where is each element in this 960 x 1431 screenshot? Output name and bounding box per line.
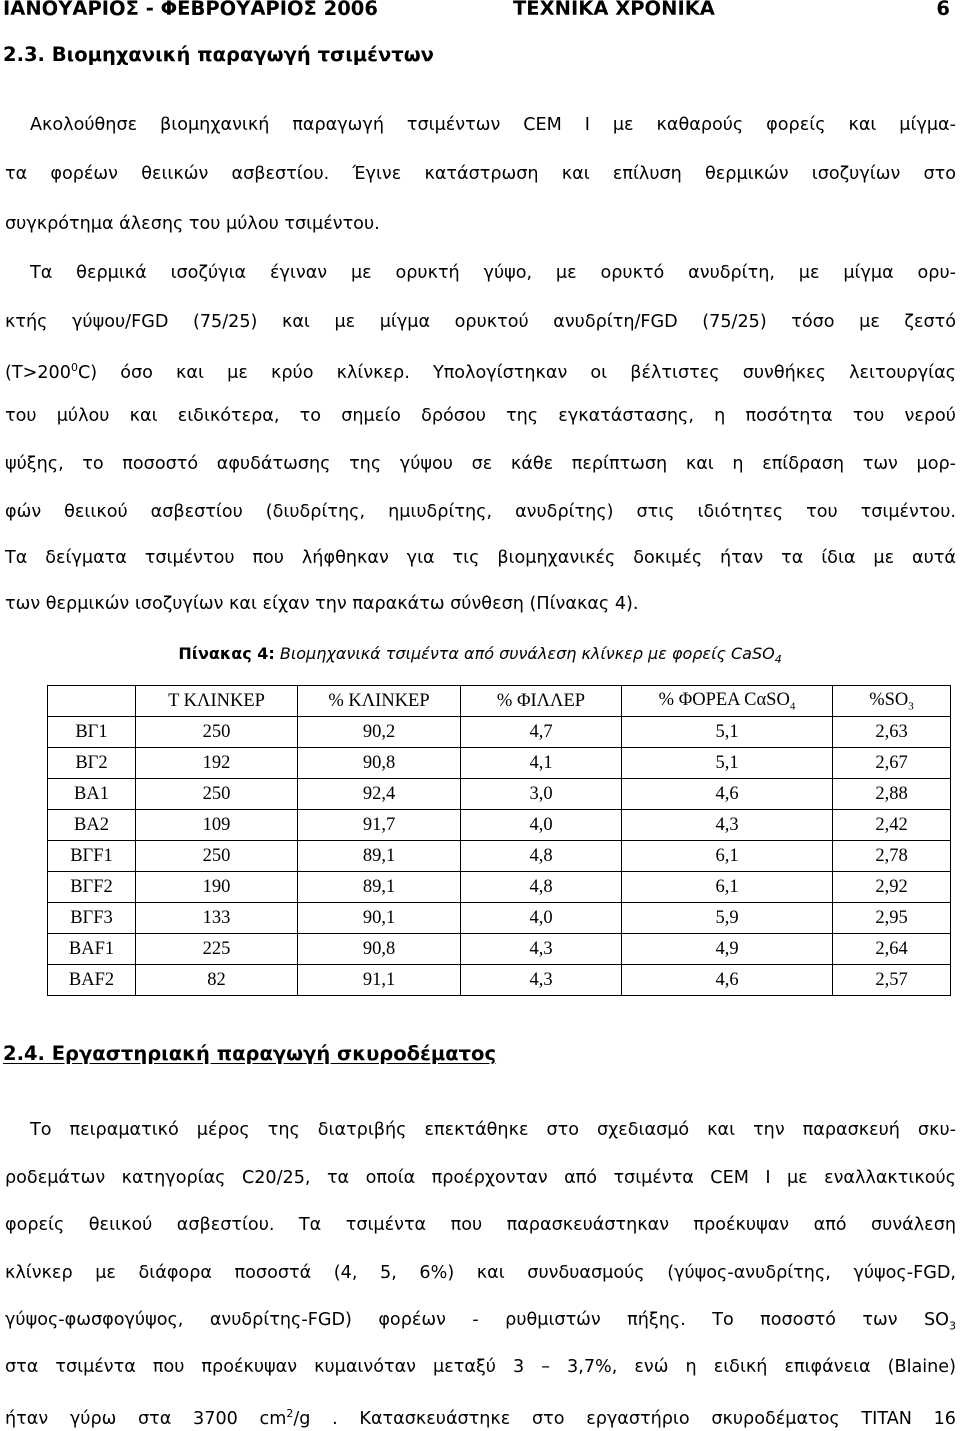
table-cell: 5,1 bbox=[622, 748, 833, 779]
table-cell: 4,8 bbox=[461, 872, 622, 903]
section-2-4-heading: 2.4. Εργαστηριακή παραγωγή σκυροδέματος bbox=[3, 1042, 497, 1065]
text-run: /g . Κατασκευάστηκε στο εργαστήριο σκυροδέματος TITAN 16 bbox=[293, 1408, 956, 1429]
table-cell: 109 bbox=[136, 810, 298, 841]
table-cell: 2,63 bbox=[833, 717, 951, 748]
header-cell: % ΦΙΛΛΕΡ bbox=[461, 686, 622, 717]
superscript: 0 bbox=[70, 361, 78, 374]
header-text: % ΦΟΡΕΑ CαSO bbox=[658, 689, 790, 710]
text-run: γύψος-φωσφογύψος, ανυδρίτης-FGD) φορέων - ρυθμιστών πήξης. Το ποσοστό των SO bbox=[5, 1310, 949, 1330]
table-cell: 2,88 bbox=[833, 779, 951, 810]
caption-label: Πίνακας 4: bbox=[178, 644, 275, 663]
sample-code-cell: ΒΑ2 bbox=[48, 810, 136, 841]
table-cell: 5,9 bbox=[622, 903, 833, 934]
table-cell: 133 bbox=[136, 903, 298, 934]
table-cell: 250 bbox=[136, 717, 298, 748]
paragraph-line: ψύξης, το ποσοστό αφυδάτωσης της γύψου σε κάθε περίπτωση και η επίδραση των μορ- bbox=[5, 454, 956, 474]
table-row bbox=[48, 810, 951, 841]
sample-code-cell: ΒΓF1 bbox=[48, 841, 136, 872]
table-cell: 250 bbox=[136, 779, 298, 810]
table-cell: 4,9 bbox=[622, 934, 833, 965]
paragraph-line: κτής γύψου/FGD (75/25) και με μίγμα ορυκτού ανυδρίτη/FGD (75/25) τόσο με ζεστό bbox=[5, 312, 956, 332]
caption-subscript: 4 bbox=[774, 653, 782, 667]
table-cell: 4,3 bbox=[622, 810, 833, 841]
table-cell: 2,42 bbox=[833, 810, 951, 841]
table-cell: 4,0 bbox=[461, 810, 622, 841]
table-cell: 6,1 bbox=[622, 841, 833, 872]
table-cell: 4,8 bbox=[461, 841, 622, 872]
paragraph-line: φών θειικού ασβεστίου (διυδρίτης, ημιυδρίτης, ανυδρίτης) στις ιδιότητες του τσιμέντου. bbox=[5, 502, 956, 522]
paragraph-line: τα φορέων θειικών ασβεστίου. Έγινε κατάστρωση και επίλυση θερμικών ισοζυγίων στο bbox=[5, 164, 956, 184]
table-cell: 2,95 bbox=[833, 903, 951, 934]
superscript: 2 bbox=[286, 1407, 294, 1420]
paragraph-line: φορείς θειικού ασβεστίου. Τα τσιμέντα που παρασκευάστηκαν προέκυψαν από συνάλεση bbox=[5, 1215, 956, 1235]
table-header-row bbox=[48, 686, 951, 717]
table-cell: 4,1 bbox=[461, 748, 622, 779]
table-row bbox=[48, 841, 951, 872]
caption-text: Βιομηχανικά τσιμέντα από συνάλεση κλίνκερ με φορείς CaSO bbox=[274, 644, 775, 663]
table-cell: 2,92 bbox=[833, 872, 951, 903]
header-subscript: 3 bbox=[908, 700, 914, 713]
header-date: ΙΑΝΟΥΑΡΙΟΣ - ΦΕΒΡΟΥΑΡΙΟΣ 2006 bbox=[3, 0, 378, 20]
table-row bbox=[48, 748, 951, 779]
table-cell: 91,7 bbox=[298, 810, 461, 841]
paragraph-line: Τα δείγματα τσιμέντου που λήφθηκαν για τις βιομηχανικές δοκιμές ήταν τα ίδια με αυτά bbox=[5, 548, 956, 568]
table-cell: 82 bbox=[136, 965, 298, 996]
table-cell: 4,6 bbox=[622, 779, 833, 810]
table-row bbox=[48, 934, 951, 965]
sample-code-cell: ΒΑF1 bbox=[48, 934, 136, 965]
table-cell: 90,8 bbox=[298, 934, 461, 965]
text-run: (T>200 bbox=[5, 362, 71, 383]
table-row bbox=[48, 903, 951, 934]
text-run: ήταν γύρω στα 3700 cm bbox=[5, 1408, 287, 1429]
paragraph-line bbox=[5, 356, 956, 385]
table-cell: 90,8 bbox=[298, 748, 461, 779]
header-cell bbox=[622, 686, 833, 717]
sample-code-cell: ΒΓF2 bbox=[48, 872, 136, 903]
text-run: C) όσο και με κρύο κλίνκερ. Υπολογίστηκαν οι βέλτιστες συνθήκες λειτουργίας bbox=[77, 362, 956, 383]
table-row bbox=[48, 965, 951, 996]
paragraph-line: συγκρότημα άλεσης του μύλου τσιμέντου. bbox=[5, 214, 380, 234]
table-cell: 4,3 bbox=[461, 965, 622, 996]
paragraph-line bbox=[5, 1402, 956, 1431]
sample-code-cell: ΒΑ1 bbox=[48, 779, 136, 810]
table-cell: 92,4 bbox=[298, 779, 461, 810]
table-cell: 2,67 bbox=[833, 748, 951, 779]
table-cell: 2,57 bbox=[833, 965, 951, 996]
sample-code-cell: ΒΑF2 bbox=[48, 965, 136, 996]
sample-code-cell: ΒΓ2 bbox=[48, 748, 136, 779]
table-cell: 89,1 bbox=[298, 872, 461, 903]
table-cell: 4,0 bbox=[461, 903, 622, 934]
table-caption bbox=[0, 644, 960, 666]
running-header bbox=[0, 0, 960, 27]
header-text: %SO bbox=[869, 689, 909, 710]
paragraph-line bbox=[5, 1308, 956, 1339]
table-cell: 2,78 bbox=[833, 841, 951, 872]
sample-code-cell: ΒΓ1 bbox=[48, 717, 136, 748]
table-cell: 250 bbox=[136, 841, 298, 872]
header-cell: Τ ΚΛΙΝΚΕΡ bbox=[136, 686, 298, 717]
table-cell: 90,2 bbox=[298, 717, 461, 748]
header-subscript: 4 bbox=[789, 700, 796, 713]
table-body bbox=[48, 717, 951, 996]
paragraph-line: κλίνκερ με διάφορα ποσοστά (4, 5, 6%) και συνδυασμούς (γύψος-ανυδρίτης, γύψος-FGD, bbox=[5, 1263, 956, 1283]
table-cell: 89,1 bbox=[298, 841, 461, 872]
paragraph-line: των θερμικών ισοζυγίων και είχαν την παρακάτω σύνθεση (Πίνακας 4). bbox=[5, 594, 639, 614]
page-number: 6 bbox=[936, 0, 950, 20]
table-cell: 4,6 bbox=[622, 965, 833, 996]
table-cell: 91,1 bbox=[298, 965, 461, 996]
subscript: 3 bbox=[949, 1319, 956, 1333]
header-cell bbox=[48, 686, 136, 717]
table-cell: 192 bbox=[136, 748, 298, 779]
table-cell: 5,1 bbox=[622, 717, 833, 748]
table-cell: 4,3 bbox=[461, 934, 622, 965]
table-row bbox=[48, 717, 951, 748]
table-cell: 4,7 bbox=[461, 717, 622, 748]
table-cell: 225 bbox=[136, 934, 298, 965]
cement-composition-table bbox=[47, 685, 951, 996]
table-row bbox=[48, 779, 951, 810]
header-journal: ΤΕΧΝΙΚΑ ΧΡΟΝΙΚΑ bbox=[513, 0, 715, 20]
paragraph-line: Το πειραματικό μέρος της διατριβής επεκτάθηκε στο σχεδιασμό και την παρασκευή σκυ- bbox=[30, 1120, 956, 1140]
table-cell: 3,0 bbox=[461, 779, 622, 810]
header-cell: % ΚΛΙΝΚΕΡ bbox=[298, 686, 461, 717]
table-cell: 90,1 bbox=[298, 903, 461, 934]
sample-code-cell: ΒΓF3 bbox=[48, 903, 136, 934]
header-cell bbox=[833, 686, 951, 717]
paragraph-line: ροδεμάτων κατηγορίας C20/25, τα οποία προέρχονταν από τσιμέντα CEM I με εναλλακτικούς bbox=[5, 1168, 956, 1188]
table-cell: 190 bbox=[136, 872, 298, 903]
paragraph-line: Ακολούθησε βιομηχανική παραγωγή τσιμέντων CEM I με καθαρούς φορείς και μίγμα- bbox=[30, 115, 956, 135]
paragraph-line: στα τσιμέντα που προέκυψαν κυμαινόταν μεταξύ 3 – 3,7%, ενώ η ειδική επιφάνεια (Blaine) bbox=[5, 1357, 956, 1377]
paragraph-line: Τα θερμικά ισοζύγια έγιναν με ορυκτή γύψο, με ορυκτό ανυδρίτη, με μίγμα ορυ- bbox=[30, 263, 956, 283]
paragraph-line: του μύλου και ειδικότερα, το σημείο δρόσου της εγκατάστασης, η ποσότητα του νερού bbox=[5, 406, 956, 426]
table-cell: 2,64 bbox=[833, 934, 951, 965]
section-2-3-heading: 2.3. Βιομηχανική παραγωγή τσιμέντων bbox=[3, 43, 434, 66]
table-cell: 6,1 bbox=[622, 872, 833, 903]
table-row bbox=[48, 872, 951, 903]
